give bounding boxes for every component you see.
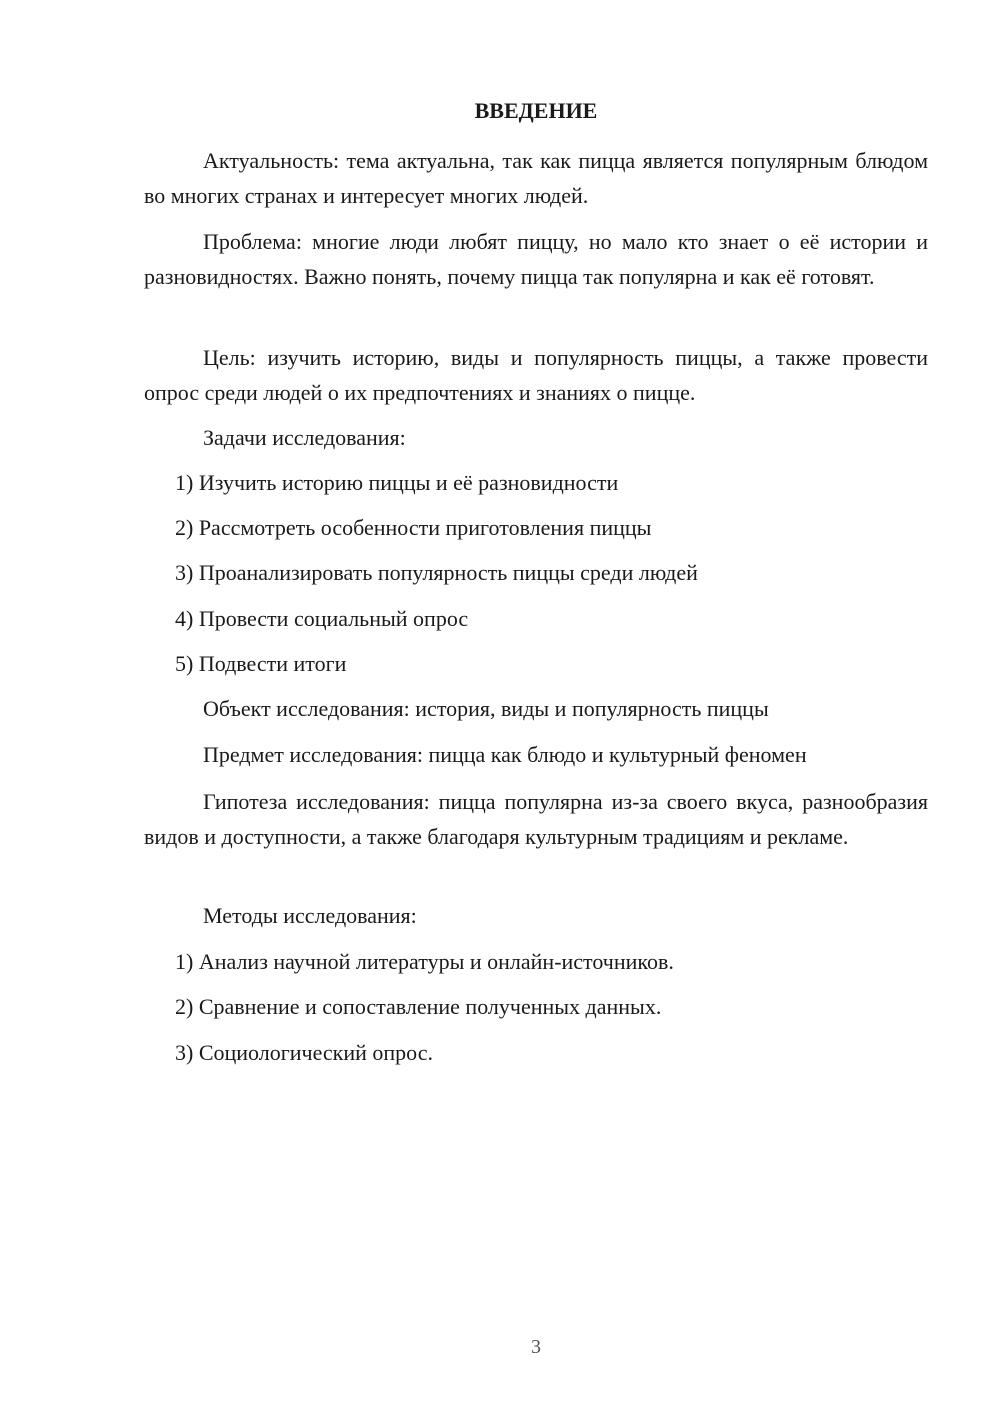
object-paragraph: Объект исследования: история, виды и популярность пиццы bbox=[203, 696, 769, 721]
task-item-1: 1) Изучить историю пиццы и её разновидности bbox=[175, 470, 619, 495]
goal-paragraph: Цель: изучить историю, виды и популярность пиццы, а также провести опрос среди людей о их предпочтениях и знаниях о пицце. bbox=[144, 345, 928, 405]
task-item-2: 2) Рассмотреть особенности приготовления пиццы bbox=[175, 515, 652, 540]
task-item-3: 3) Проанализировать популярность пиццы среди людей bbox=[175, 560, 698, 585]
task-item-5: 5) Подвести итоги bbox=[175, 651, 347, 676]
method-item-2: 2) Сравнение и сопоставление полученных данных. bbox=[175, 994, 662, 1019]
method-item-3: 3) Социологический опрос. bbox=[175, 1040, 433, 1065]
methods-heading: Методы исследования: bbox=[203, 903, 417, 928]
page-title: ВВЕДЕНИЕ bbox=[474, 98, 598, 123]
hypothesis-paragraph: Гипотеза исследования: пицца популярна из-за своего вкуса, разнообразия видов и доступности, а также благодаря культурным традициям и рекламе. bbox=[144, 789, 928, 849]
problem-paragraph: Проблема: многие люди любят пиццу, но мало кто знает о её истории и разновидностях. Важно понять, почему пицца так популярна и как её готовят. bbox=[144, 229, 928, 289]
page-number: 3 bbox=[531, 1336, 541, 1358]
subject-paragraph: Предмет исследования: пицца как блюдо и культурный феномен bbox=[203, 742, 807, 767]
relevance-paragraph: Актуальность: тема актуальна, так как пицца является популярным блюдом во многих странах и интересует многих людей. bbox=[144, 148, 928, 208]
tasks-heading: Задачи исследования: bbox=[203, 425, 406, 450]
method-item-1: 1) Анализ научной литературы и онлайн-источников. bbox=[175, 949, 674, 974]
task-item-4: 4) Провести социальный опрос bbox=[175, 606, 469, 631]
